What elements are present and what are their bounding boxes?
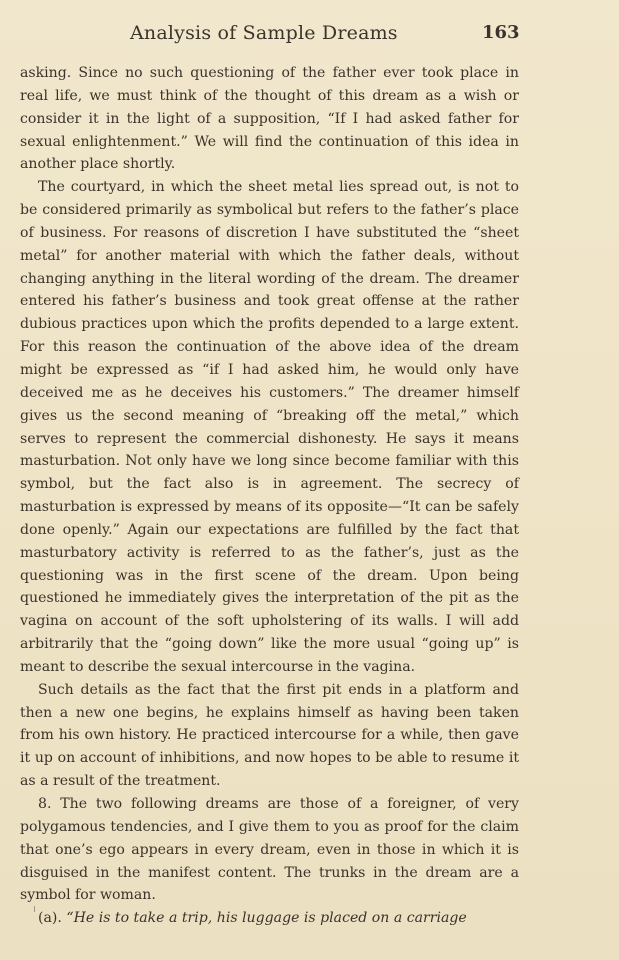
paragraph: asking. Since no such questioning of the father ever took place in real life, we must think of the thought of this dream as a wish or consider it in the light of a supposition, “If I had asked father for sexual enlightenment.” We will find the continuation of this idea in another place shortly.	[20, 65, 519, 173]
dream-label: (a).	[38, 910, 62, 927]
print-speck	[34, 906, 35, 912]
page-number: 163	[482, 22, 520, 43]
dream-quote-line	[20, 907, 519, 930]
paragraph: Such details as the fact that the first pit ends in a platform and then a new one begins, he explains himself as having been taken from his own history. He practiced intercourse for a while, then gave it up on account of inhibitions, and now hopes to be able to resume it as a result of the treatment.	[20, 681, 519, 790]
paragraph: 8. The two following dreams are those of a foreigner, of very polygamous tendencies, and I give them to you as proof for the claim that one’s ego appears in every dream, even in those in which it is disguised in the manifest content. The trunks in the dream are a symbol for woman.	[20, 796, 519, 904]
dream-quote: “He is to take a trip, his luggage is placed on a carriage	[66, 910, 467, 927]
page-header	[20, 22, 520, 48]
running-title: Analysis of Sample Dreams	[130, 22, 398, 44]
paragraph: The courtyard, in which the sheet metal lies spread out, is not to be considered primarily as symbolical but refers to the father’s place of business. For reasons of discretion I have substituted the “sheet metal” for another material with which the father deals, without changing anything in the literal wording of the dream. The dreamer entered his father’s business and took great offense at the rather dubious practices upon which the profits depended to a large extent. For this reason the continuation of the above idea of the dream might be expressed as “if I had asked him, he would only have deceived me as he deceives his customers.” The dreamer himself gives us the second meaning of “breaking off the metal,” which serves to represent the commercial dishonesty. He says it means masturbation. Not only have we long since become familiar with this symbol, but the fact also is in agreement. The secrecy of masturbation is expressed by means of its opposite—“It can be safely done openly.” Again our expectations are fulfilled by the fact that masturbatory activity is referred to as the father’s, just as the questioning was in the first scene of the dream. Upon being questioned he immediately gives the interpretation of the pit as the vagina on account of the soft upholstering of its walls. I will add arbitrarily that the “going down” like the more usual “going up” is meant to describe the sexual intercourse in the vagina.	[20, 179, 519, 675]
body-text	[20, 62, 519, 930]
